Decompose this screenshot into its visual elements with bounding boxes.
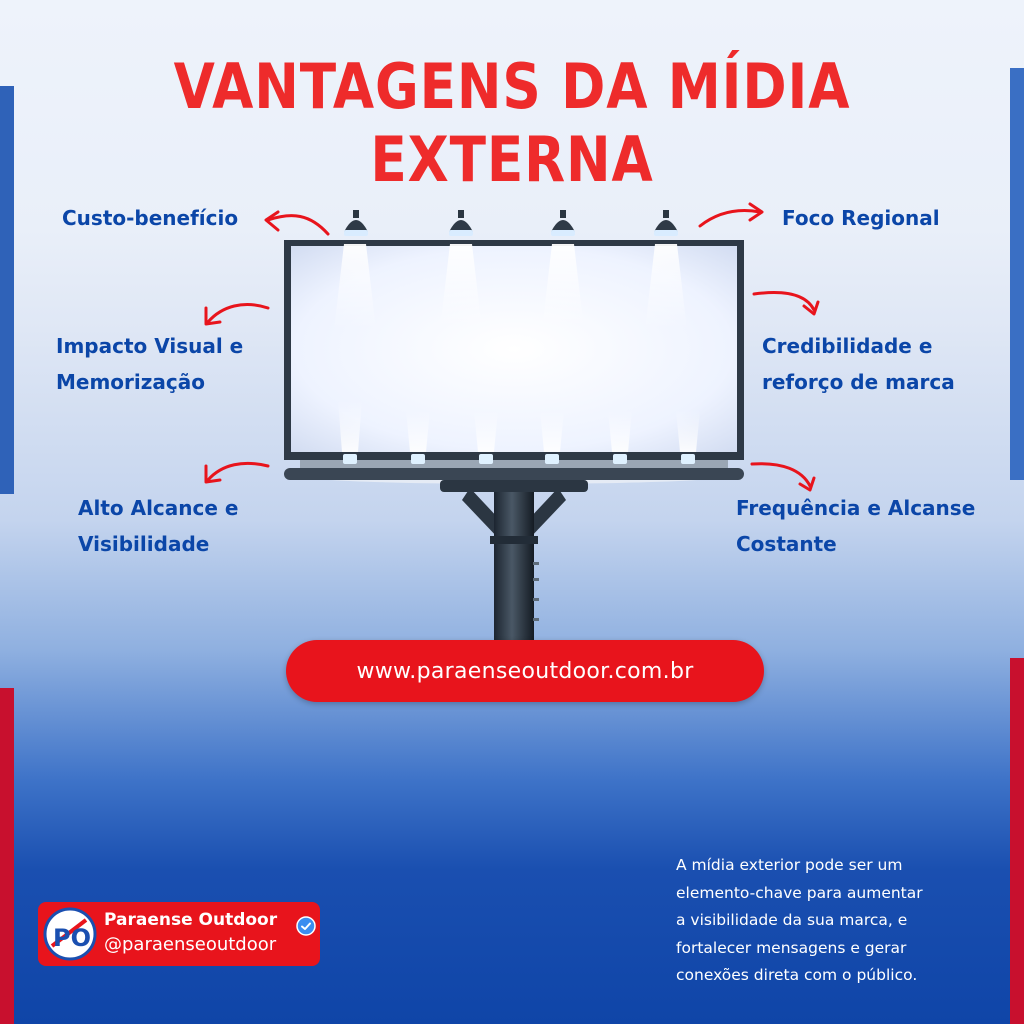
brand-handle: @paraenseoutdoor [104, 934, 277, 955]
verified-check-icon [296, 916, 316, 936]
description-line-4: fortalecer mensagens e gerar [676, 938, 907, 957]
website-link-button[interactable]: www.paraenseoutdoor.com.br [286, 640, 764, 702]
arrow-to-credibilidade-icon [754, 293, 818, 314]
label-custo-beneficio: Custo-benefício [62, 206, 239, 230]
label-foco-regional: Foco Regional [782, 206, 940, 230]
label-credibilidade-line-2: reforço de marca [762, 370, 955, 394]
arrow-to-alcance-icon [206, 463, 268, 482]
logo-text: PO [53, 924, 91, 952]
label-alto-alcance [78, 490, 238, 562]
paraense-outdoor-logo [42, 906, 98, 962]
label-alcance-line-2: Visibilidade [78, 532, 210, 556]
label-impacto-line-2: Memorização [56, 370, 205, 394]
label-alcance-line-1: Alto Alcance e [78, 496, 239, 520]
arrow-to-impacto-icon [206, 304, 268, 324]
label-credibilidade [762, 328, 955, 400]
arrow-to-foco-icon [700, 204, 762, 226]
brand-badge[interactable] [38, 902, 320, 966]
label-impacto-line-1: Impacto Visual e [56, 334, 244, 358]
label-frequencia-line-1: Frequência e Alcanse [736, 496, 976, 520]
description-line-5: conexões direta com o público. [676, 966, 918, 984]
label-frequencia [736, 490, 975, 562]
description-text [676, 852, 976, 990]
description-line-1: A mídia exterior pode ser um [676, 856, 903, 874]
description-line-3: a visibilidade da sua marca, e [676, 911, 908, 929]
brand-name: Paraense Outdoor [104, 910, 278, 930]
arrow-to-frequencia-icon [752, 464, 814, 490]
arrow-to-custo-icon [266, 212, 328, 234]
description-line-2: elemento-chave para aumentar [676, 883, 923, 902]
label-credibilidade-line-1: Credibilidade e [762, 334, 933, 358]
label-frequencia-line-2: Costante [736, 532, 837, 556]
page-title: VANTAGENS DA MÍDIA EXTERNA [173, 50, 851, 196]
label-impacto-visual [56, 328, 243, 400]
